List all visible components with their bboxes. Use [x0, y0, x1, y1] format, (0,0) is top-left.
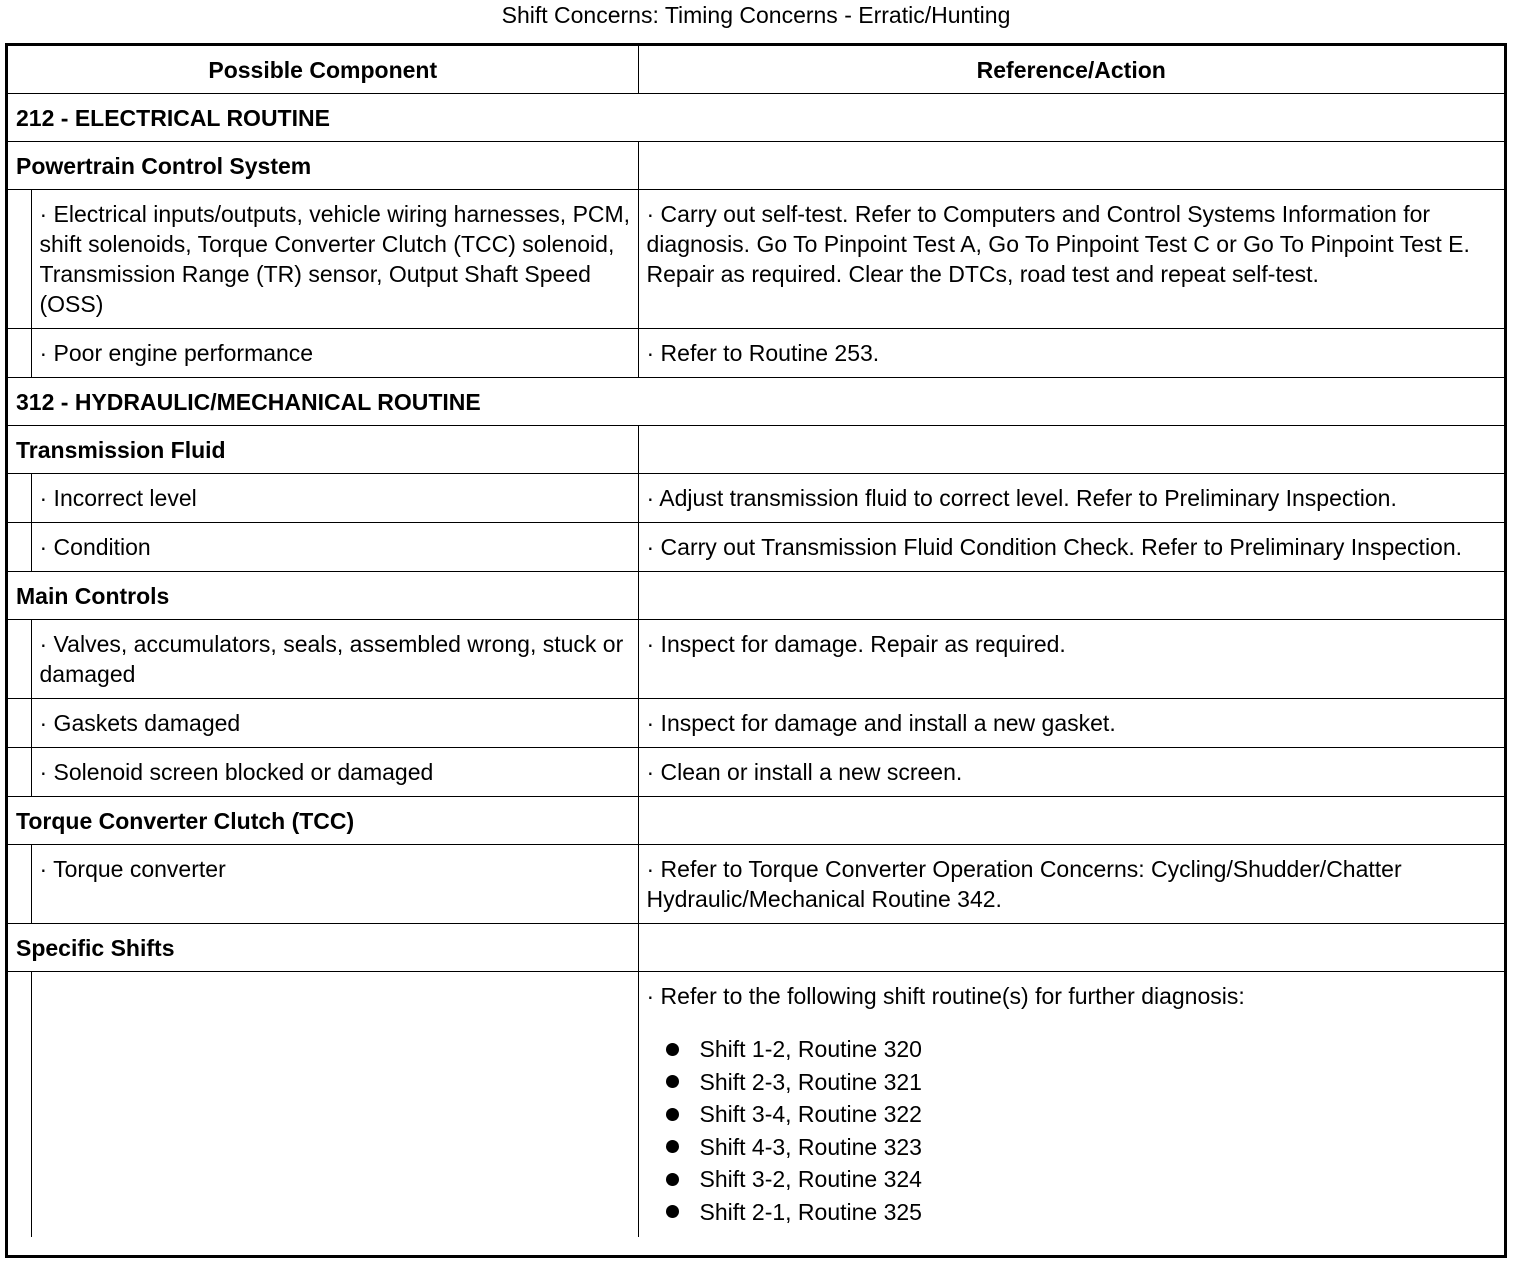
component-cell: · Valves, accumulators, seals, assembled wrong, stuck or damaged: [31, 620, 638, 699]
group-row: [8, 924, 1504, 972]
action-cell: · Clean or install a new screen.: [638, 748, 1504, 797]
table-row: [8, 699, 1504, 748]
diagnosis-table: [8, 46, 1504, 1237]
diagnosis-table-container: [5, 43, 1507, 1258]
component-cell: · Poor engine performance: [31, 329, 638, 378]
bullet-dot-icon: [666, 1140, 679, 1153]
indent-cell: [8, 972, 31, 1238]
table-row: [8, 620, 1504, 699]
list-item-text: Shift 2-1, Routine 325: [699, 1198, 922, 1225]
group-action-empty: [638, 426, 1504, 474]
shift-routine-list: [647, 1033, 1505, 1228]
component-cell: · Incorrect level: [31, 474, 638, 523]
bullet-dot-icon: [666, 1075, 679, 1088]
list-item: [647, 1196, 1505, 1229]
bullet-dot-icon: [666, 1205, 679, 1218]
table-header-row: [8, 46, 1504, 94]
header-possible-component: Possible Component: [8, 46, 638, 94]
table-row: [8, 845, 1504, 924]
indent-cell: [8, 845, 31, 924]
group-action-empty: [638, 924, 1504, 972]
action-cell: · Adjust transmission fluid to correct level. Refer to Preliminary Inspection.: [638, 474, 1504, 523]
list-item-text: Shift 2-3, Routine 321: [699, 1068, 922, 1095]
list-item: [647, 1131, 1505, 1164]
table-row: [8, 474, 1504, 523]
component-cell: · Electrical inputs/outputs, vehicle wiring harnesses, PCM, shift solenoids, Torque Converter Clutch (TCC) solenoid, Transmission Range (TR) sensor, Output Shaft Speed (OSS): [31, 190, 638, 329]
component-cell: · Condition: [31, 523, 638, 572]
group-action-empty: [638, 142, 1504, 190]
group-row: [8, 142, 1504, 190]
header-reference-action: Reference/Action: [638, 46, 1504, 94]
bullet-dot-icon: [666, 1108, 679, 1121]
routine-title: 312 - HYDRAULIC/MECHANICAL ROUTINE: [8, 378, 1504, 426]
group-title: Torque Converter Clutch (TCC): [8, 797, 638, 845]
action-cell: [638, 972, 1504, 1238]
table-row: [8, 329, 1504, 378]
group-title: Powertrain Control System: [8, 142, 638, 190]
list-item-text: Shift 1-2, Routine 320: [699, 1036, 922, 1063]
table-row: [8, 972, 1504, 1238]
list-item: [647, 1066, 1505, 1099]
table-row: [8, 748, 1504, 797]
indent-cell: [8, 699, 31, 748]
table-row: [8, 523, 1504, 572]
group-action-empty: [638, 797, 1504, 845]
component-cell: · Torque converter: [31, 845, 638, 924]
action-text: · Refer to the following shift routine(s) for further diagnosis:: [646, 983, 1245, 1009]
indent-cell: [8, 329, 31, 378]
component-cell: · Solenoid screen blocked or damaged: [31, 748, 638, 797]
routine-row: [8, 94, 1504, 142]
group-row: [8, 426, 1504, 474]
component-cell: [31, 972, 638, 1238]
bullet-dot-icon: [666, 1173, 679, 1186]
list-item: [647, 1033, 1505, 1066]
list-item-text: Shift 4-3, Routine 323: [699, 1133, 922, 1160]
action-cell: · Carry out Transmission Fluid Condition Check. Refer to Preliminary Inspection.: [638, 523, 1504, 572]
group-row: [8, 572, 1504, 620]
document-title: Shift Concerns: Timing Concerns - Erratic/Hunting: [501, 2, 1011, 28]
list-item: [647, 1098, 1505, 1131]
group-action-empty: [638, 572, 1504, 620]
list-item-text: Shift 3-2, Routine 324: [699, 1166, 922, 1193]
action-cell: · Inspect for damage and install a new gasket.: [638, 699, 1504, 748]
group-row: [8, 797, 1504, 845]
group-title: Main Controls: [8, 572, 638, 620]
routine-title: 212 - ELECTRICAL ROUTINE: [8, 94, 1504, 142]
list-item-text: Shift 3-4, Routine 322: [699, 1101, 922, 1128]
indent-cell: [8, 523, 31, 572]
group-title: Specific Shifts: [8, 924, 638, 972]
indent-cell: [8, 748, 31, 797]
indent-cell: [8, 190, 31, 329]
action-cell: · Refer to Routine 253.: [638, 329, 1504, 378]
action-cell: · Refer to Torque Converter Operation Concerns: Cycling/Shudder/Chatter Hydraulic/Mechanical Routine 342.: [638, 845, 1504, 924]
component-cell: · Gaskets damaged: [31, 699, 638, 748]
action-cell: · Carry out self-test. Refer to Computers and Control Systems Information for diagnosis. Go To Pinpoint Test A, Go To Pinpoint Test C or Go To Pinpoint Test E. Repair as required. Clear the DTCs, road test and repeat self-test.: [638, 190, 1504, 329]
routine-row: [8, 378, 1504, 426]
list-item: [647, 1163, 1505, 1196]
group-title: Transmission Fluid: [8, 426, 638, 474]
table-row: [8, 190, 1504, 329]
indent-cell: [8, 620, 31, 699]
indent-cell: [8, 474, 31, 523]
action-cell: · Inspect for damage. Repair as required.: [638, 620, 1504, 699]
bullet-dot-icon: [666, 1043, 679, 1056]
